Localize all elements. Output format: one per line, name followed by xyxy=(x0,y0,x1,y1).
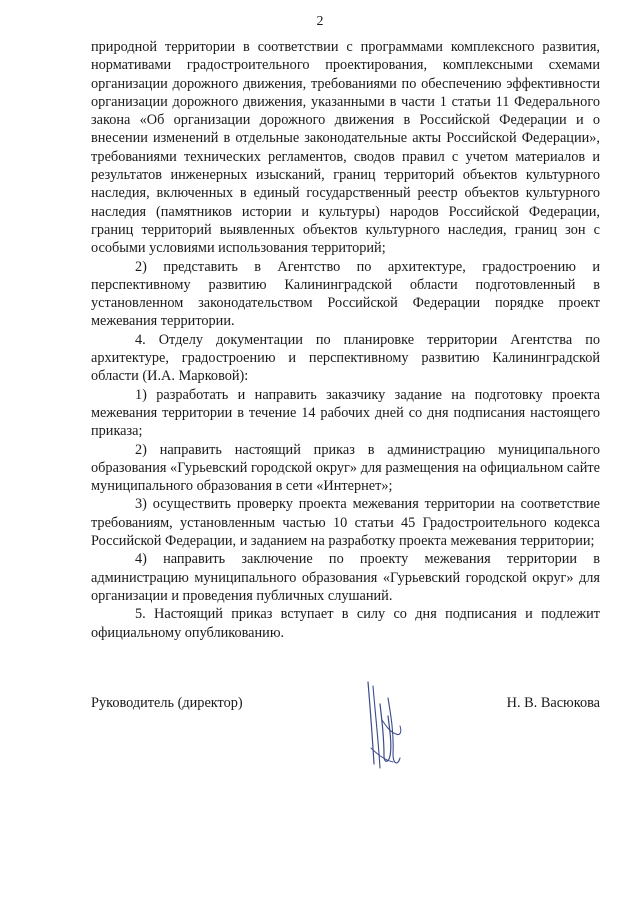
paragraph: 1) разработать и направить заказчику задание на подготовку проекта межевания территории в течение 14 рабочих дней со дня подписания настоящего приказа; xyxy=(91,386,600,440)
signature-stroke xyxy=(380,704,391,761)
signer-name: Н. В. Васюкова xyxy=(506,695,600,711)
paragraph: природной территории в соответствии с программами комплексного развития, нормативами градостроительного проектирования, комплексными схемами организации дорожного движения, требованиями по обеспечению эффективности организации дорожного движения, указанными в части 1 статьи 11 Федерального закона «Об организации дорожного движения в Российской Федерации и о внесении изменений в отдельные законодательные акты Российской Федерации», требованиями технических регламентов, сводов правил с учетом материалов и результатов инженерных изысканий, границ территорий объектов культурного наследия, включенных в единый государственный реестр объектов культурного наследия (памятников истории и культуры) народов Российской Федерации, границ территорий выявленных объектов культурного наследия, границ зон с особыми условиями использования территорий; xyxy=(91,39,600,257)
paragraph: 5. Настоящий приказ вступает в силу со дня подписания и подлежит официальному опубликованию. xyxy=(91,606,600,641)
handwritten-signature xyxy=(360,676,412,776)
signature-stroke xyxy=(368,682,374,764)
paragraph: 2) представить в Агентство по архитектуре, градостроению и перспективному развитию Калининградской области подготовленный в установленном законодательством Российской Федерации порядке проект межевания территории. xyxy=(91,258,600,330)
paragraph: 4. Отделу документации по планировке территории Агентства по архитектуре, градостроению и перспективному развитию Калининградской области (И.А. Марковой): xyxy=(91,331,600,385)
page-number: 2 xyxy=(316,14,324,29)
signature-block xyxy=(91,695,600,719)
paragraph: 3) осуществить проверку проекта межевания территории на соответствие требованиям, установленным частью 10 статьи 45 Градостроительного кодекса Российской Федерации, и заданием на разработку проекта межевания территории; xyxy=(91,496,600,550)
paragraph: 4) направить заключение по проекту межевания территории в администрацию муниципального образования «Гурьевский городской округ» для организации и проведения публичных слушаний. xyxy=(91,551,600,604)
signer-title: Руководитель (директор) xyxy=(91,695,243,711)
paragraph: 2) направить настоящий приказ в администрацию муниципального образования «Гурьевский городской округ» для размещения на официальном сайте муниципального образования в сети «Интернет»; xyxy=(91,441,600,495)
document-body xyxy=(91,38,600,642)
